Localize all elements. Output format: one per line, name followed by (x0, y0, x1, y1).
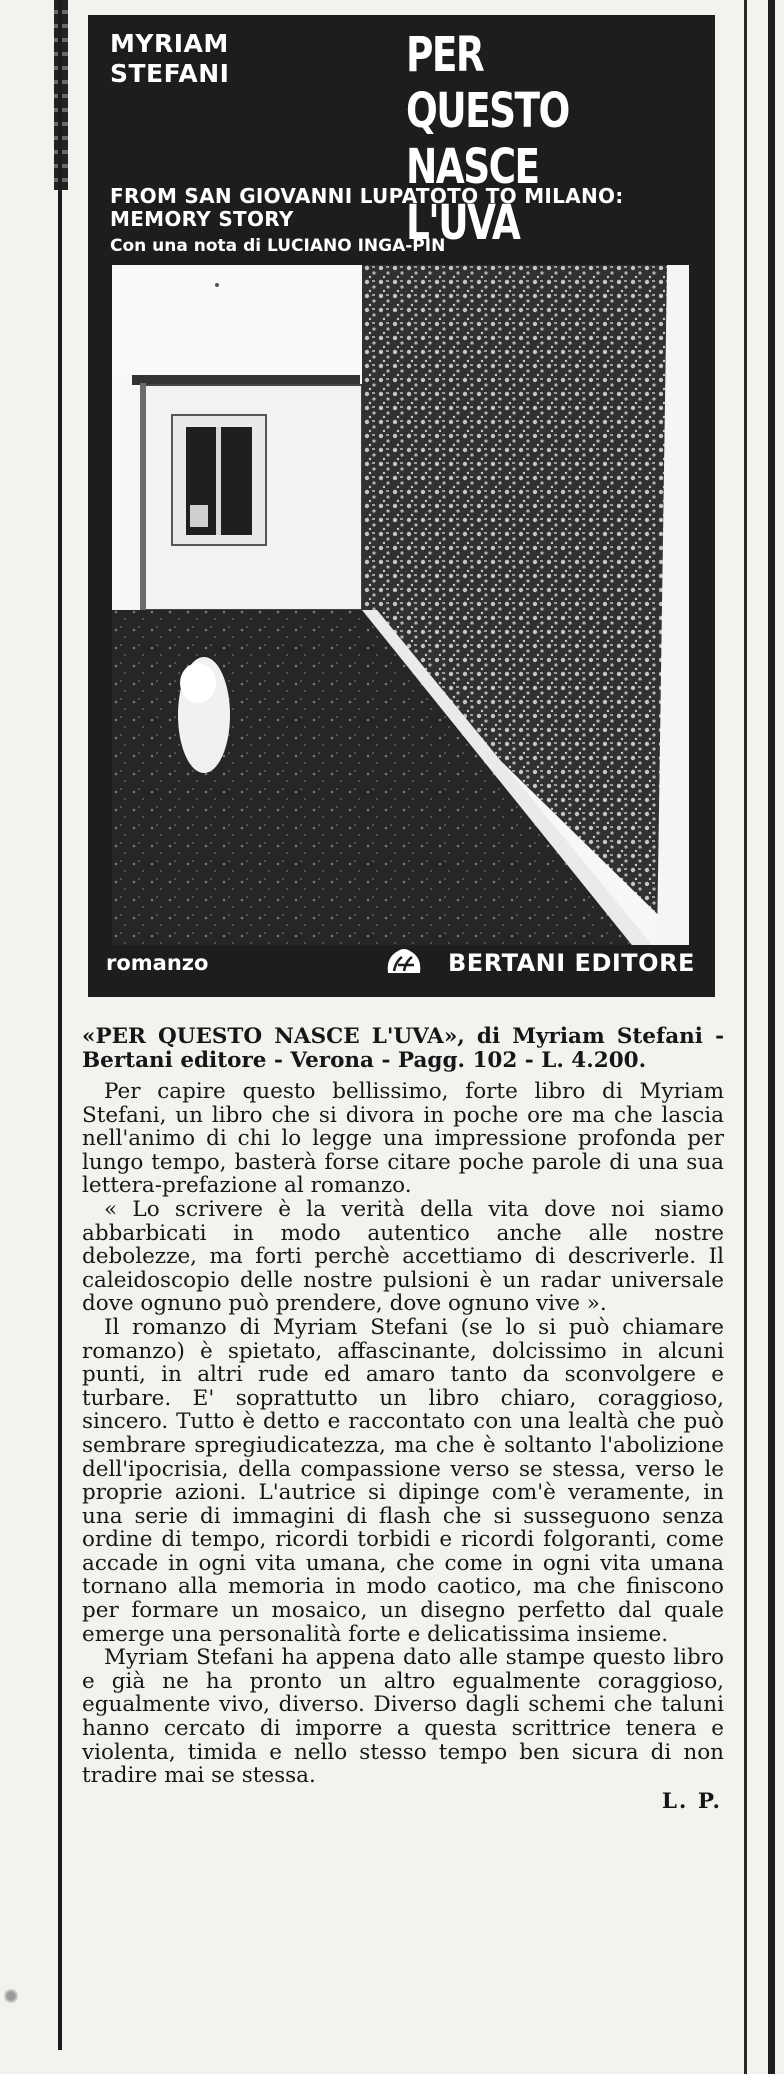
courtyard-photo (112, 265, 689, 945)
article-signature: L. P. (661, 1788, 722, 1814)
scan-speck (4, 1985, 18, 2007)
cover-photo (112, 265, 689, 945)
article-paragraph-2: « Lo scrivere è la verità della vita dove noi siamo abbarbicati in modo autentico anche alle nostre debolezze, ma forti perchè accettiamo di descriverle. Il caleidoscopio delle nostre pulsioni è un radar universale dove ognuno può prendere, dove ognuno vive ». (82, 1196, 724, 1317)
right-margin-rule (744, 0, 747, 2074)
article-paragraph-1: Per capire questo bellissimo, forte libro di Myriam Stefani, un libro che si divora in poche ore ma che lascia nell'animo di chi lo legge una impressione profonda per lungo tempo, basterà forse citare poche parole di una sua lettera-prefazione al romanzo. (82, 1079, 724, 1199)
cover-note: Con una nota di LUCIANO INGA-PIN (110, 236, 446, 256)
review-article (82, 1025, 724, 1813)
cover-subtitle: FROM SAN GIOVANNI LUPATOTO TO MILANO: MEMORY STORY (110, 184, 624, 231)
cover-publisher: BERTANI EDITORE (448, 949, 695, 977)
publisher-logo-icon (384, 943, 424, 979)
cover-title: PER QUESTO NASCE L'UVA (406, 27, 569, 251)
right-edge-rule (768, 0, 775, 2074)
article-paragraph-4: Myriam Stefani ha appena dato alle stampe questo libro e già ne ha pronto un altro egualmente coraggioso, egualmente vivo, diverso. Diverso dagli schemi che taluni hanno cercato di imporre a questa scrittrice tenera e violenta, timida e nello stesso tempo ben sicura di non tradire mai se stessa. (82, 1645, 724, 1789)
article-heading: «PER QUESTO NASCE L'UVA», di Myriam Stefani - Bertani editore - Verona - Pagg. 102 - L. 4.200. (82, 1024, 724, 1073)
left-margin-rule (58, 0, 62, 2050)
cover-genre: romanzo (106, 951, 209, 975)
book-cover (88, 15, 715, 997)
article-paragraph-3: Il romanzo di Myriam Stefani (se lo si può chiamare romanzo) è spietato, affascinante, dolcissimo in alcuni punti, in altri rude ed amaro tanto da sconvolgere e turbare. E' soprattutto un libro chiaro, coraggioso, sincero. Tutto è detto e raccontato con una lealtà che può sembrare spregiudicatezza, ma che è soltanto l'abolizione dell'ipocrisia, della compassione verso se stessa, verso le proprie azioni. L'autrice si dipinge com'è veramente, in una serie di immagini di flash che si susseguono senza ordine di tempo, ricordi torbidi e ricordi folgoranti, come accade in ogni vita umana, che come in ogni vita umana tornano alla memoria in modo caotico, ma che finiscono per formare un mosaico, un disegno perfetto dal quale emerge una personalità forte e delicatissima insieme. (82, 1314, 724, 1647)
cover-author: MYRIAM STEFANI (110, 29, 230, 88)
